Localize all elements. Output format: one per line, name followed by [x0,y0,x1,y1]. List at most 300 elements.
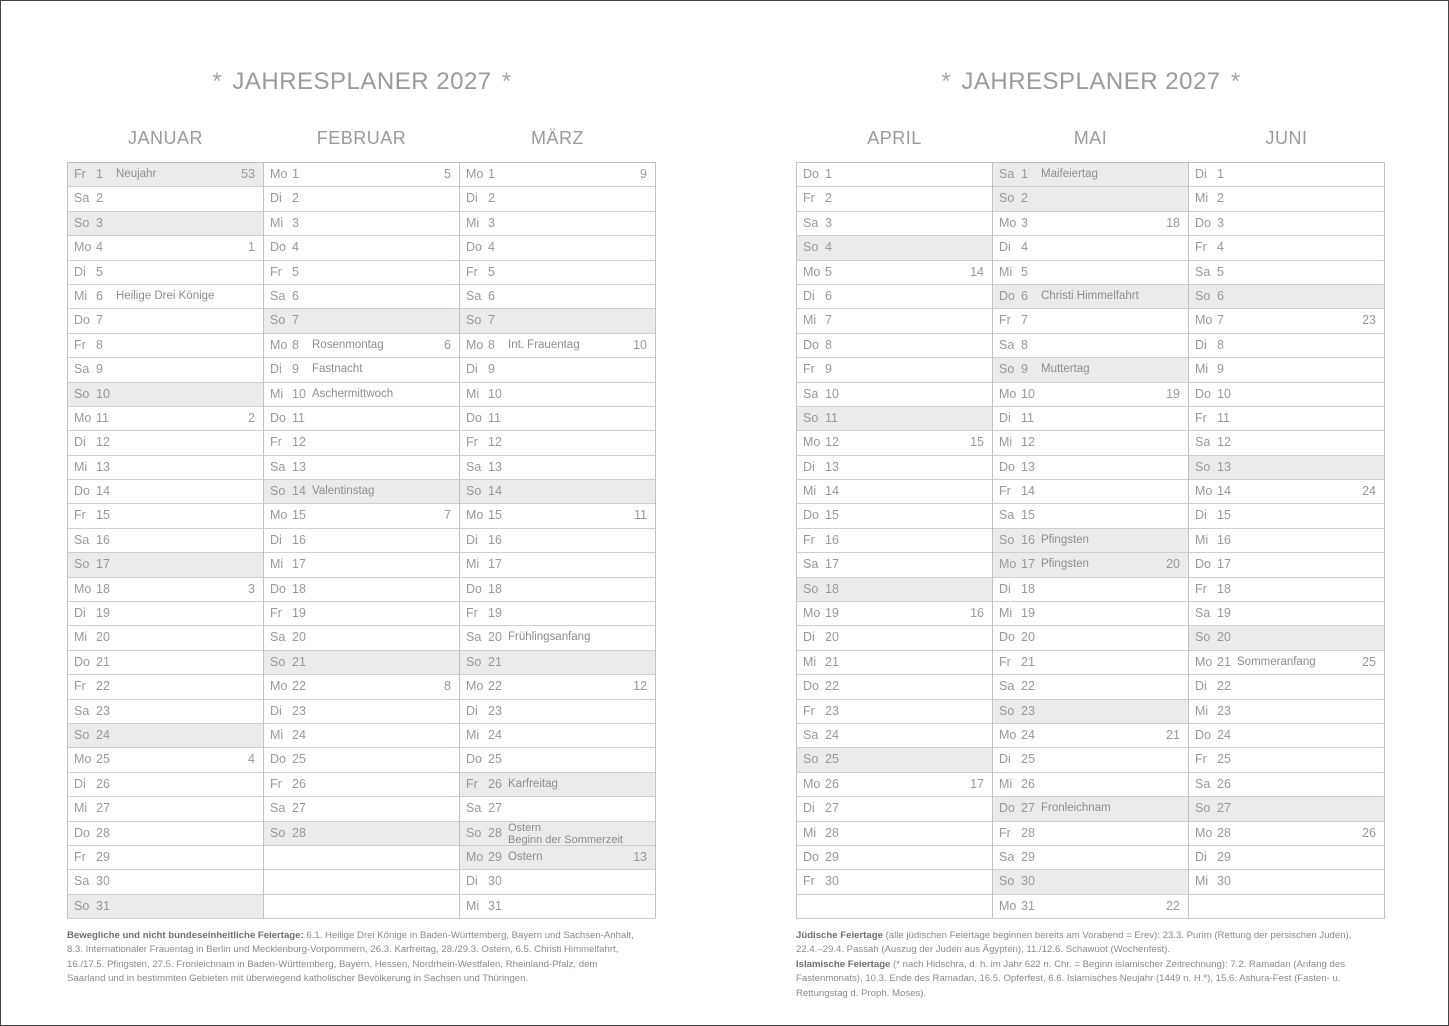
week-number: 26 [1362,825,1376,840]
day-row [1189,529,1384,553]
weekday: Do [999,459,1015,474]
weekday: Mi [999,264,1013,279]
day-number: 29 [1021,849,1035,864]
day-number: 17 [825,557,839,572]
day-number: 8 [488,337,495,352]
weekday: Do [270,240,286,255]
month-column [459,128,656,919]
day-number: 6 [1021,288,1028,303]
day-number: 15 [488,508,502,523]
day-row [1189,480,1384,504]
day-row [68,504,263,528]
day-number: 9 [825,362,832,377]
weekday: Sa [270,459,286,474]
day-row [68,407,263,431]
weekday: Do [270,581,286,596]
day-number: 19 [825,606,839,621]
weekday: Fr [999,825,1011,840]
weekday: Do [803,167,819,181]
day-row [1189,553,1384,577]
weekday: Fr [270,606,282,621]
day-number: 4 [1217,240,1224,255]
day-row [993,724,1188,748]
title-text: JAHRESPLANER 2027 [232,68,492,95]
day-number: 26 [488,776,502,791]
holiday-label [1041,553,1089,576]
day-number: 16 [825,532,839,547]
day-row [1189,456,1384,480]
weekday: Mo [999,386,1017,401]
week-number: 10 [633,337,647,352]
day-number: 10 [96,386,110,401]
weekday: Mi [1195,874,1209,889]
day-row [68,383,263,407]
weekday: Fr [803,191,815,206]
day-number: 6 [825,288,832,303]
weekday: Do [803,337,819,352]
day-list [460,162,655,919]
weekday: So [803,752,819,767]
day-number: 12 [1217,435,1231,450]
day-row [993,358,1188,382]
day-row [1189,700,1384,724]
weekday: Sa [1195,776,1211,791]
day-row [460,383,655,407]
day-number: 28 [96,825,110,840]
day-number: 30 [96,874,110,889]
weekday: So [74,727,90,742]
day-number: 28 [825,825,839,840]
holiday-text-2: Beginn der Sommerzeit [508,833,623,846]
day-number: 8 [825,337,832,352]
day-number: 27 [292,801,306,816]
day-row [1189,748,1384,772]
weekday: Fr [466,264,478,279]
day-number: 11 [1021,410,1034,425]
weekday: Di [466,874,478,889]
day-row [460,407,655,431]
month-name: MÄRZ [531,128,584,148]
day-row [460,358,655,382]
weekday: Sa [466,801,482,816]
day-number: 3 [825,215,832,230]
weekday: Fr [999,654,1011,669]
day-row [460,212,655,236]
day-number: 14 [1021,484,1035,499]
weekday: Do [270,752,286,767]
day-row [68,431,263,455]
holiday-text: Christi Himmelfahrt [1041,289,1139,302]
day-number: 1 [292,167,299,181]
day-row [68,553,263,577]
weekday: Do [466,752,482,767]
day-number: 20 [825,630,839,645]
weekday: Di [1195,849,1207,864]
weekday: Sa [999,849,1015,864]
day-number: 6 [1217,288,1224,303]
weekday: Do [74,313,90,328]
day-number: 13 [1217,459,1231,474]
weekday: So [999,532,1015,547]
day-row [797,822,992,846]
day-number: 18 [96,581,110,596]
weekday: Mo [74,581,92,596]
day-number: 26 [1217,776,1231,791]
weekday: Mo [999,557,1017,572]
holiday-text: Fronleichnam [1041,802,1111,815]
weekday: Mo [270,167,288,181]
day-row [460,480,655,504]
day-row [993,236,1188,260]
day-number: 3 [488,215,495,230]
day-row [460,529,655,553]
day-number: 18 [825,581,839,596]
day-row [264,431,459,455]
day-number: 5 [1217,264,1224,279]
day-row [264,236,459,260]
month-name: JANUAR [127,128,203,148]
weekday: Mo [1195,825,1213,840]
holiday-label [1237,651,1316,674]
day-row [264,651,459,675]
weekday: So [1195,459,1211,474]
day-number: 4 [292,240,299,255]
weekday: Mi [270,557,284,572]
star-icon: * [1230,68,1241,95]
weekday: So [1195,801,1211,816]
day-number: 2 [96,191,103,206]
day-number: 19 [1021,606,1035,621]
weekday: Fr [803,362,815,377]
day-row [68,626,263,650]
day-number: 30 [825,874,839,889]
day-row [993,797,1188,821]
day-number: 22 [96,679,110,694]
day-row [993,626,1188,650]
day-number: 26 [825,776,839,791]
weekday: Mo [466,849,484,864]
weekday: Mo [74,752,92,767]
weekday: So [803,240,819,255]
weekday: Di [466,703,478,718]
day-row [797,626,992,650]
day-row [264,163,459,187]
day-number: 19 [1217,606,1231,621]
weekday: So [466,313,482,328]
weekday: Mi [999,776,1013,791]
weekday: So [466,654,482,669]
day-number: 11 [488,410,501,425]
weekday: Do [999,288,1015,303]
day-row [264,578,459,602]
weekday: Di [74,264,86,279]
day-row [1189,822,1384,846]
day-list [797,162,992,919]
day-number: 13 [292,459,306,474]
day-row [797,773,992,797]
day-row [1189,334,1384,358]
holiday-label [312,480,374,503]
day-number: 31 [1021,898,1035,913]
day-row [797,675,992,699]
weekday: Sa [803,386,819,401]
weekday: Do [270,410,286,425]
day-row [797,163,992,187]
day-row [264,187,459,211]
weekday: Do [466,410,482,425]
weekday: So [803,410,819,425]
weekday: Fr [1195,410,1207,425]
day-number: 24 [96,727,110,742]
week-number: 20 [1166,557,1180,572]
day-number: 21 [488,654,502,669]
weekday: Mi [74,630,88,645]
day-row [1189,675,1384,699]
day-number: 8 [1021,337,1028,352]
day-row [993,602,1188,626]
weekday: Mo [270,679,288,694]
day-number: 23 [488,703,502,718]
weekday: Di [270,362,282,377]
week-number: 14 [970,264,984,279]
week-number: 4 [248,752,255,767]
day-number: 18 [1217,581,1231,596]
weekday: Fr [270,264,282,279]
weekday: Fr [466,435,478,450]
weekday: Mi [466,215,480,230]
day-number: 28 [292,825,306,840]
day-number: 3 [96,215,103,230]
day-row [993,675,1188,699]
weekday: So [999,703,1015,718]
weekday: Sa [1195,435,1211,450]
weekday: Di [466,362,478,377]
day-list [264,162,459,919]
day-row [460,309,655,333]
weekday: Mo [466,508,484,523]
weekday: Mo [803,606,821,621]
day-row [460,846,655,870]
day-number: 14 [292,484,306,499]
day-row [68,334,263,358]
day-row [460,578,655,602]
day-number: 8 [292,337,299,352]
day-number: 2 [1217,191,1224,206]
day-row [1189,626,1384,650]
weekday: Sa [270,801,286,816]
weekday: Fr [270,776,282,791]
day-number: 2 [292,191,299,206]
day-row [264,456,459,480]
day-row [68,748,263,772]
day-row [264,602,459,626]
months-right [796,128,1385,919]
holiday-text: Frühlingsanfang [508,631,591,644]
day-row [460,870,655,894]
day-row [993,578,1188,602]
week-number: 15 [970,435,984,450]
week-number: 24 [1362,484,1376,499]
month-column [796,128,992,919]
day-number: 16 [96,532,110,547]
day-number: 25 [1021,752,1035,767]
day-row [1189,187,1384,211]
day-row [264,480,459,504]
week-number: 5 [444,167,451,181]
day-row [68,578,263,602]
weekday: Mi [74,801,88,816]
week-number: 23 [1362,313,1376,328]
weekday: Mi [466,727,480,742]
weekday: Mi [803,484,817,499]
day-row [460,236,655,260]
day-number: 14 [1217,484,1231,499]
day-number: 13 [488,459,502,474]
day-number: 7 [292,313,299,328]
day-row [68,895,263,919]
weekday: So [74,898,90,913]
weekday: Di [1195,508,1207,523]
holiday-label [312,358,363,381]
week-number: 6 [444,337,451,352]
day-row [68,822,263,846]
weekday: Mo [466,679,484,694]
day-row [993,553,1188,577]
day-number: 20 [96,630,110,645]
holiday-text: Int. Frauentag [508,338,580,351]
weekday: Mi [803,654,817,669]
day-row [797,383,992,407]
weekday: Sa [999,337,1015,352]
weekday: Fr [74,679,86,694]
day-number: 16 [1217,532,1231,547]
day-row [993,383,1188,407]
weekday: Di [270,191,282,206]
day-number: 14 [825,484,839,499]
day-number: 19 [488,606,502,621]
day-number: 17 [96,557,110,572]
holiday-label [1041,285,1139,308]
day-row [797,212,992,236]
day-number: 27 [825,801,839,816]
day-row [460,553,655,577]
weekday: So [270,825,286,840]
day-row [1189,236,1384,260]
day-row [993,870,1188,894]
holiday-label [312,334,384,357]
month-column [992,128,1188,919]
day-number: 13 [1021,459,1035,474]
holiday-text: Muttertag [1041,363,1090,376]
month-name: FEBRUAR [316,128,407,148]
day-row [797,700,992,724]
month-column [263,128,459,919]
day-number: 1 [1217,167,1224,181]
weekday: Do [466,240,482,255]
weekday: Di [999,752,1011,767]
day-row [1189,870,1384,894]
week-number: 8 [444,679,451,694]
star-icon: * [212,68,223,95]
day-number: 15 [96,508,110,523]
day-row [460,651,655,675]
weekday: So [74,215,90,230]
day-row [797,529,992,553]
weekday: Mi [466,557,480,572]
weekday: Sa [74,532,90,547]
day-row [797,797,992,821]
week-number: 18 [1166,215,1180,230]
footnote-heading-juedisch: Jüdische Feiertage [796,930,883,941]
week-number: 13 [633,849,647,864]
week-number: 16 [970,606,984,621]
day-row [264,504,459,528]
day-row [1189,407,1384,431]
day-number: 7 [1217,313,1224,328]
holiday-text: Ostern [508,821,542,834]
day-row [460,675,655,699]
day-number: 15 [292,508,306,523]
weekday: Mi [466,386,480,401]
weekday: Sa [803,727,819,742]
day-row [993,261,1188,285]
day-row [993,773,1188,797]
weekday: Mo [270,337,288,352]
day-row [797,309,992,333]
weekday: Do [74,825,90,840]
day-number: 7 [488,313,495,328]
day-row [993,187,1188,211]
day-row [68,870,263,894]
day-number: 25 [292,752,306,767]
week-number: 2 [248,410,255,425]
day-number: 12 [96,435,110,450]
day-number: 21 [1021,654,1035,669]
day-number: 1 [96,167,103,181]
day-number: 1 [825,167,832,181]
day-row [1189,383,1384,407]
day-number: 11 [292,410,305,425]
day-row [993,895,1188,919]
footnote-right [796,929,1366,1001]
footnote-heading: Bewegliche und nicht bundeseinheitliche Feiertage: [67,930,304,941]
weekday: Do [1195,727,1211,742]
day-number: 23 [825,703,839,718]
weekday: Sa [466,459,482,474]
day-row [68,797,263,821]
weekday: So [270,484,286,499]
weekday: Mi [803,825,817,840]
day-row [264,334,459,358]
day-number: 25 [488,752,502,767]
day-row [797,358,992,382]
day-row [993,309,1188,333]
holiday-label [508,846,543,869]
weekday: Mo [1195,313,1213,328]
day-number: 24 [488,727,502,742]
day-row [993,407,1188,431]
day-number: 25 [96,752,110,767]
day-row [264,553,459,577]
day-number: 13 [96,459,110,474]
day-number: 6 [292,288,299,303]
day-row [68,773,263,797]
week-number: 7 [444,508,451,523]
day-number: 8 [1217,337,1224,352]
weekday: Do [1195,386,1211,401]
day-number: 22 [1217,679,1231,694]
holiday-label [1041,358,1090,381]
